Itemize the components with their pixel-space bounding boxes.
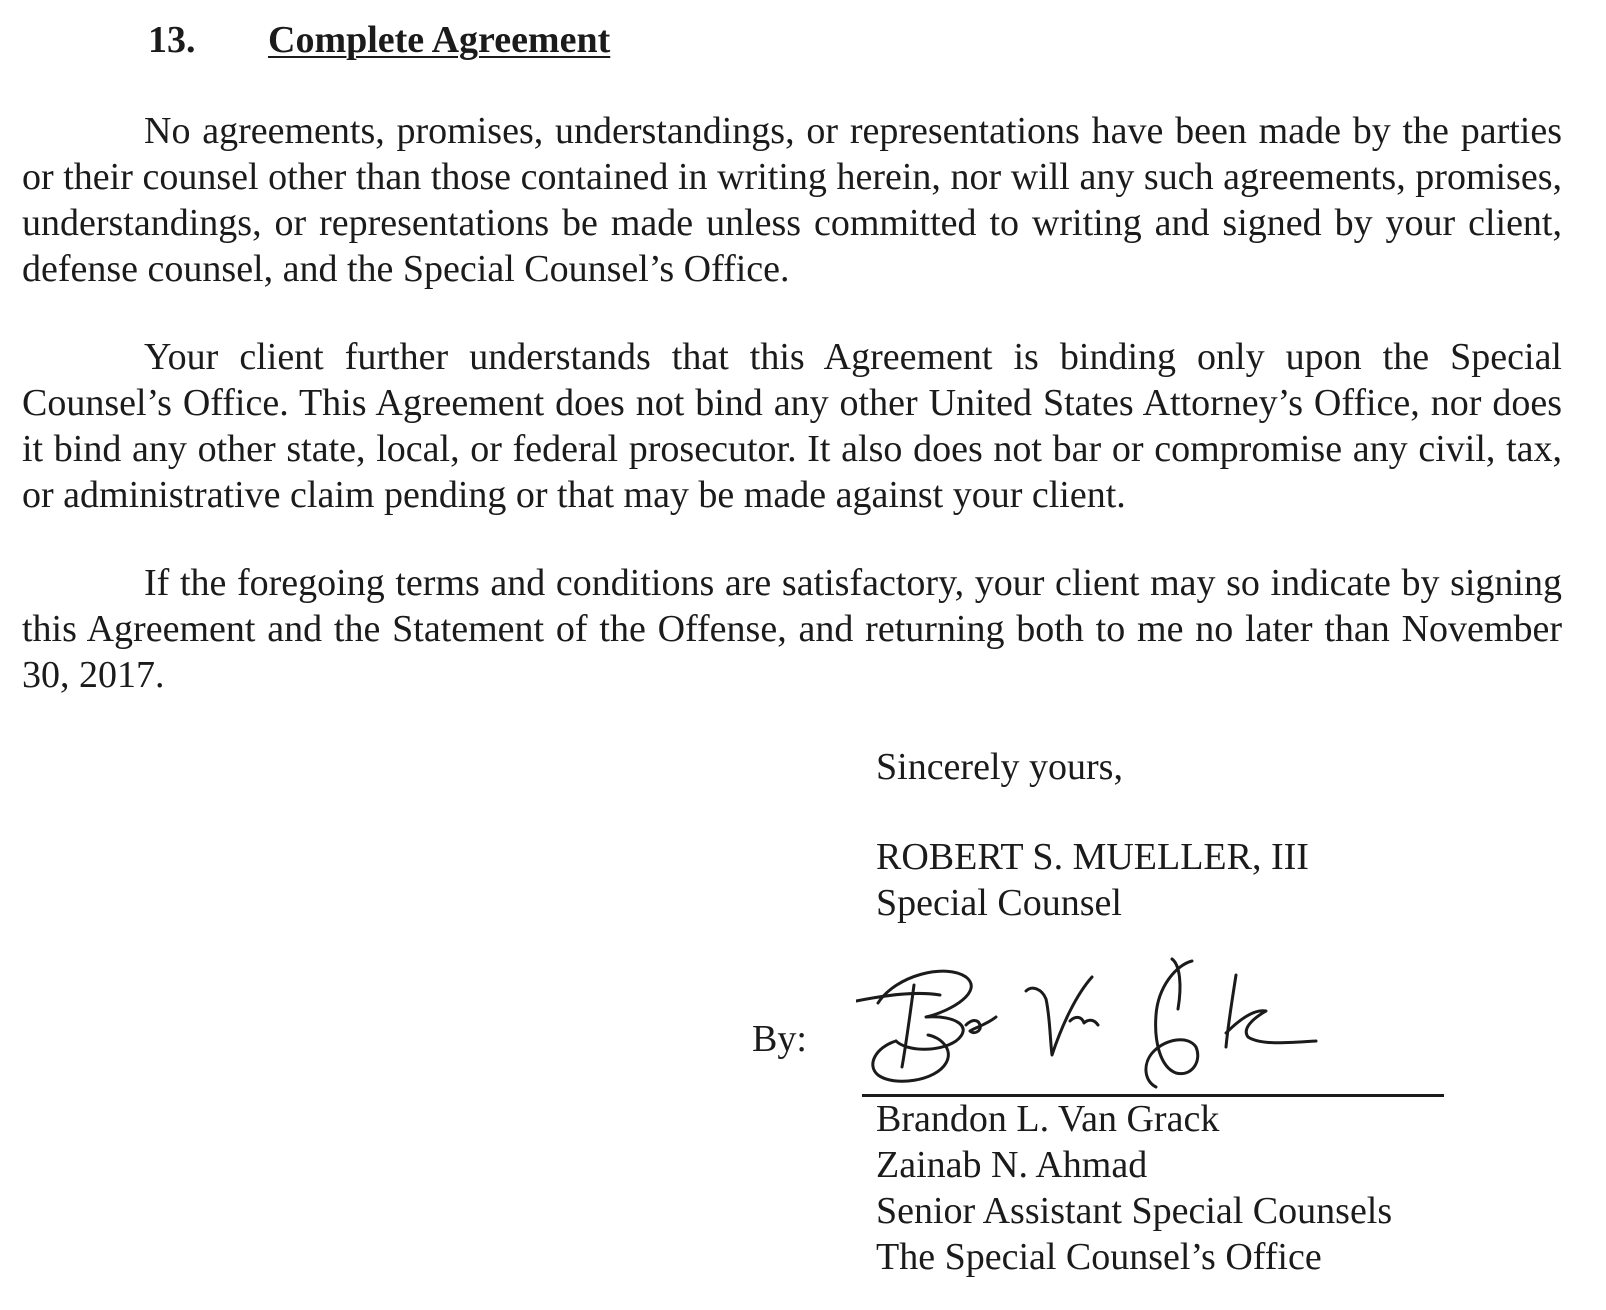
closing-salutation: Sincerely yours, [876,746,1123,788]
signer-office: The Special Counsel’s Office [876,1236,1322,1278]
paragraph-complete-agreement: No agreements, promises, understandings, or representations have been made by the parties or their counsel other than those contained in writing herein, nor will any such agreements, promises, understandings, or representations be made unless committed to writing and signed by your client, defense counsel, and the Special Counsel’s Office. [22,110,1562,290]
by-label: By: [752,1018,807,1060]
paragraph-acceptance-terms: If the foregoing terms and conditions are satisfactory, your client may so indicate by signing this Agreement and the Statement of the Offense, and returning both to me no later than November 30, 2017. [22,562,1562,696]
handwritten-signature [856,955,1336,1105]
signer-name-van-grack: Brandon L. Van Grack [876,1098,1220,1140]
signer-list [876,1096,1392,1280]
signer-role: Senior Assistant Special Counsels [876,1190,1393,1232]
section-heading [148,18,610,62]
section-number: 13. [148,19,196,61]
special-counsel-name: ROBERT S. MUELLER, III [876,836,1309,878]
special-counsel-title: Special Counsel [876,882,1122,924]
signer-name-ahmad: Zainab N. Ahmad [876,1144,1148,1186]
paragraph-binding-scope: Your client further understands that this Agreement is binding only upon the Special Counsel’s Office. This Agreement does not bind any other United States Attorney’s Office, nor does it bind any other state, local, or federal prosecutor. It also does not bar or compromise any civil, tax, or administrative claim pending or that may be made against your client. [22,336,1562,516]
section-title: Complete Agreement [268,19,611,61]
